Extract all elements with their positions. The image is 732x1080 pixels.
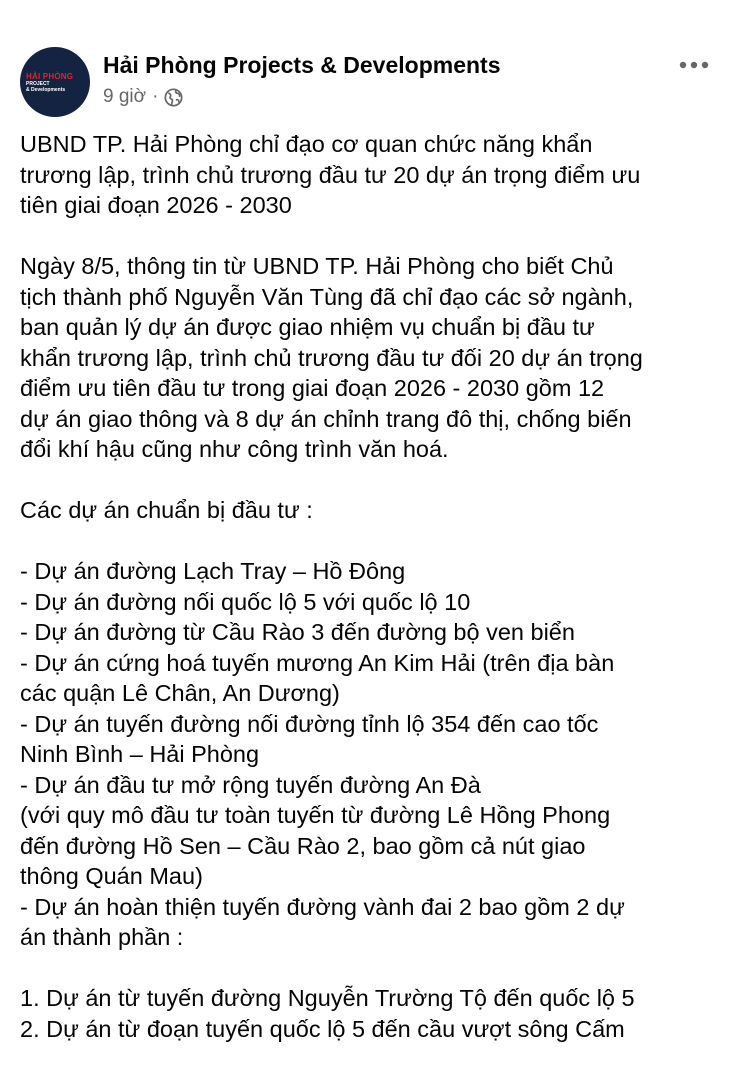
post-text-line: tịch thành phố Nguyễn Văn Tùng đã chỉ đạo các sở ngành,	[20, 283, 634, 310]
post-header	[0, 0, 732, 120]
page-name-link[interactable]: Hải Phòng Projects & Developments	[103, 52, 501, 78]
project-list-item: Ninh Bình – Hải Phòng	[20, 741, 260, 767]
post-body	[20, 129, 716, 1044]
post-text-line: ban quản lý dự án được giao nhiệm vụ chuẩn bị đầu tư	[20, 314, 595, 340]
project-list-item: các quận Lê Chân, An Dương)	[20, 680, 340, 706]
post-text-line: dự án giao thông và 8 dự án chỉnh trang đô thị, chống biến	[20, 405, 632, 432]
avatar[interactable]	[20, 47, 90, 117]
subproject-list-item: 2. Dự án từ đoạn tuyến quốc lộ 5 đến cầu vượt sông Cấm	[20, 1015, 625, 1042]
avatar-logo-text: HẢI PHÒNG	[26, 71, 74, 81]
avatar-logo-subtext-2: & Developments	[26, 86, 66, 93]
project-list-item: án thành phần :	[20, 924, 184, 950]
project-list-item: - Dự án hoàn thiện tuyến đường vành đai 2 bao gồm 2 dự	[20, 893, 625, 920]
post-text-line: điểm ưu tiên đầu tư trong giai đoạn 2026 - 2030 gồm 12	[20, 375, 605, 401]
post-title-line: trương lập, trình chủ trương đầu tư 20 dự án trọng điểm ưu	[20, 161, 641, 188]
project-list-item: - Dự án đường Lạch Tray – Hồ Đông	[20, 558, 406, 584]
project-list-item: đến đường Hồ Sen – Cầu Rào 2, bao gồm cả nút giao	[20, 832, 586, 859]
project-list-item: - Dự án tuyến đường nối đường tỉnh lộ 354 đến cao tốc	[20, 710, 599, 737]
paragraph-gap	[20, 465, 716, 496]
project-list-item: thông Quán Mau)	[20, 863, 203, 889]
project-list-item: - Dự án đường từ Cầu Rào 3 đến đường bộ ven biển	[20, 619, 575, 645]
paragraph-gap	[20, 526, 716, 557]
post-title-line: tiên giai đoạn 2026 - 2030	[20, 192, 292, 218]
more-horizontal-icon	[679, 61, 709, 69]
avatar-logo-subtext: PROJECT	[26, 80, 50, 87]
post-text-line: đổi khí hậu cũng như công trình văn hoá.	[20, 436, 449, 462]
post-meta	[103, 86, 183, 108]
more-options-button[interactable]	[676, 50, 712, 80]
post-text-line: Ngày 8/5, thông tin từ UBND TP. Hải Phòng cho biết Chủ	[20, 253, 614, 279]
paragraph-gap	[20, 221, 716, 252]
post-text-line: khẩn trương lập, trình chủ trương đầu tư đối 20 dự án trọng	[20, 344, 643, 371]
post-title-line: UBND TP. Hải Phòng chỉ đạo cơ quan chức năng khẩn	[20, 131, 593, 157]
meta-separator: ·	[152, 86, 159, 107]
subproject-list-item: 1. Dự án từ tuyến đường Nguyễn Trường Tộ đến quốc lộ 5	[20, 985, 635, 1011]
project-list-item: - Dự án đầu tư mở rộng tuyến đường An Đà	[20, 771, 481, 798]
globe-icon[interactable]	[164, 88, 183, 107]
paragraph-gap	[20, 953, 716, 984]
post-timestamp[interactable]: 9 giờ	[103, 86, 147, 107]
project-list-item: - Dự án đường nối quốc lộ 5 với quốc lộ 10	[20, 588, 471, 615]
project-list-item: - Dự án cứng hoá tuyến mương An Kim Hải (trên địa bàn	[20, 649, 615, 676]
project-list-item: (với quy mô đầu tư toàn tuyến từ đường Lê Hồng Phong	[20, 802, 611, 828]
section-heading: Các dự án chuẩn bị đầu tư :	[20, 497, 313, 523]
